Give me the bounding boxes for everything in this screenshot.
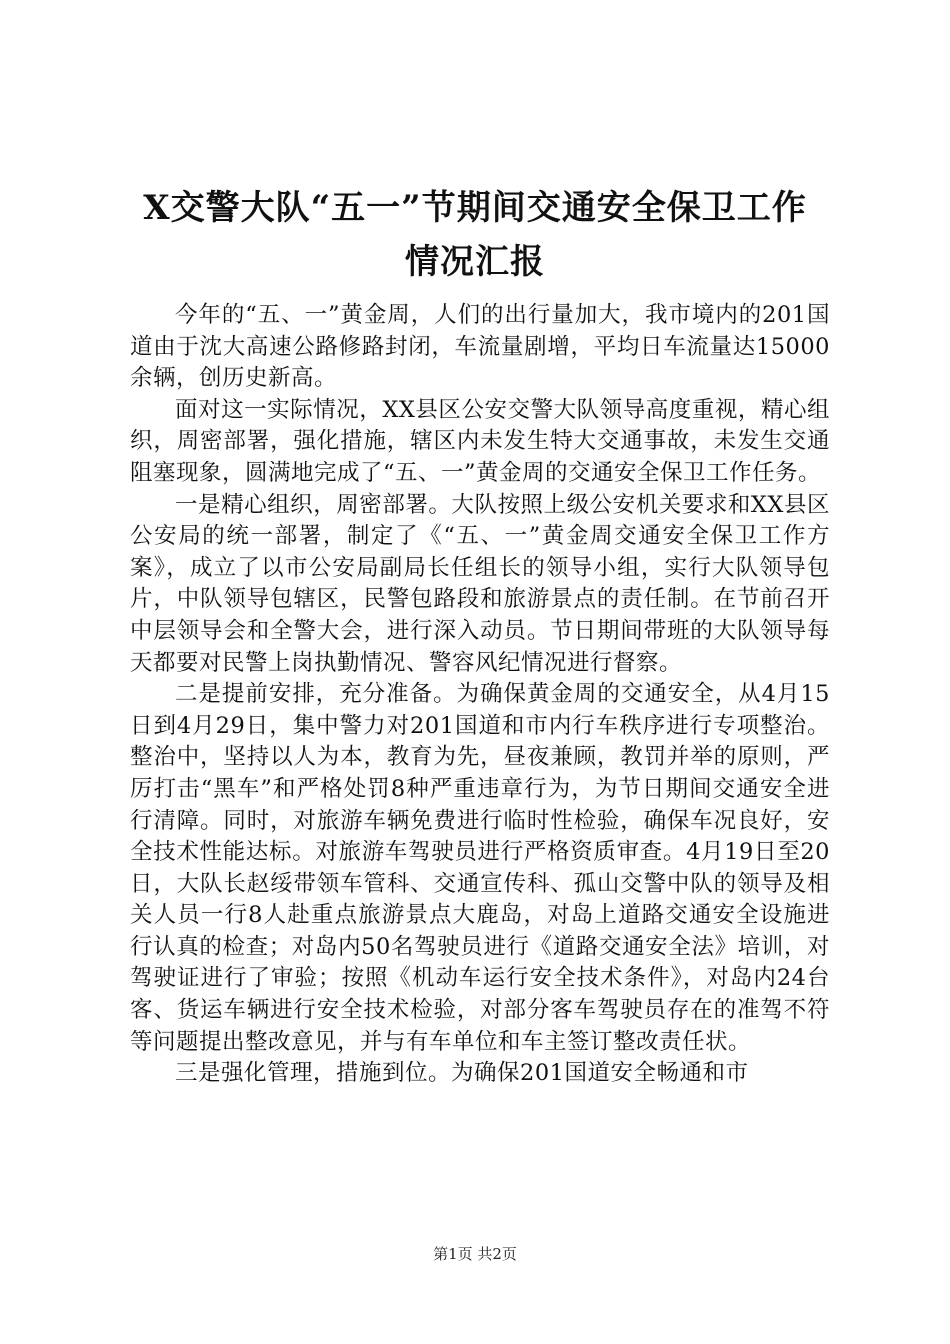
document-body: [130, 300, 830, 1090]
paragraph-point-three: 三是强化管理，措施到位。为确保201国道安全畅通和市: [175, 1060, 749, 1087]
document-title-line-2: 情况汇报: [405, 242, 545, 282]
paragraph-overview: 面对这一实际情况，XX县区公安交警大队领导高度重视，精心组织，周密部署，强化措施，辖区内未发生特大交通事故，未发生交通阻塞现象，圆满地完成了“五、一”黄金周的交通安全保卫工作任务。: [130, 396, 830, 486]
document-title-line-1: X交警大队“五一”节期间交通安全保卫工作: [143, 188, 807, 228]
paragraph-intro: 今年的“五、一”黄金周，人们的出行量加大，我市境内的201国道由于沈大高速公路修路封闭，车流量剧增，平均日车流量达15000余辆，创历史新高。: [130, 302, 830, 392]
page-number-footer: 第1页 共2页: [433, 1245, 517, 1263]
paragraph-point-two: 二是提前安排，充分准备。为确保黄金周的交通安全，从4月15日到4月29日，集中警力对201国道和市内行车秩序进行专项整治。整治中，坚持以人为本，教育为先，昼夜兼顾，教罚并举的原则，严厉打击“黑车”和严格处罚8种严重违章行为，为节日期间交通安全进行清障。同时，对旅游车辆免费进行临时性检验，确保车况良好，安全技术性能达标。对旅游车驾驶员进行严格资质审查。4月19日至20日，大队长赵绥带领车管科、交通宣传科、孤山交警中队的领导及相关人员一行8人赴重点旅游景点大鹿岛，对岛上道路交通安全设施进行认真的检查；对岛内50名驾驶员进行《道路交通安全法》培训，对驾驶证进行了审验；按照《机动车运行安全技术条件》，对岛内24台客、货运车辆进行安全技术检验，对部分客车驾驶员存在的准驾不符等问题提出整改意见，并与有车单位和车主签订整改责任状。: [130, 681, 830, 1055]
paragraph-point-one: 一是精心组织，周密部署。大队按照上级公安机关要求和XX县区公安局的统一部署，制定了《“五、一”黄金周交通安全保卫工作方案》，成立了以市公安局副局长任组长的领导小组，实行大队领导包片，中队领导包辖区，民警包路段和旅游景点的责任制。在节前召开中层领导会和全警大会，进行深入动员。节日期间带班的大队领导每天都要对民警上岗执勤情况、警容风纪情况进行督察。: [130, 491, 830, 676]
